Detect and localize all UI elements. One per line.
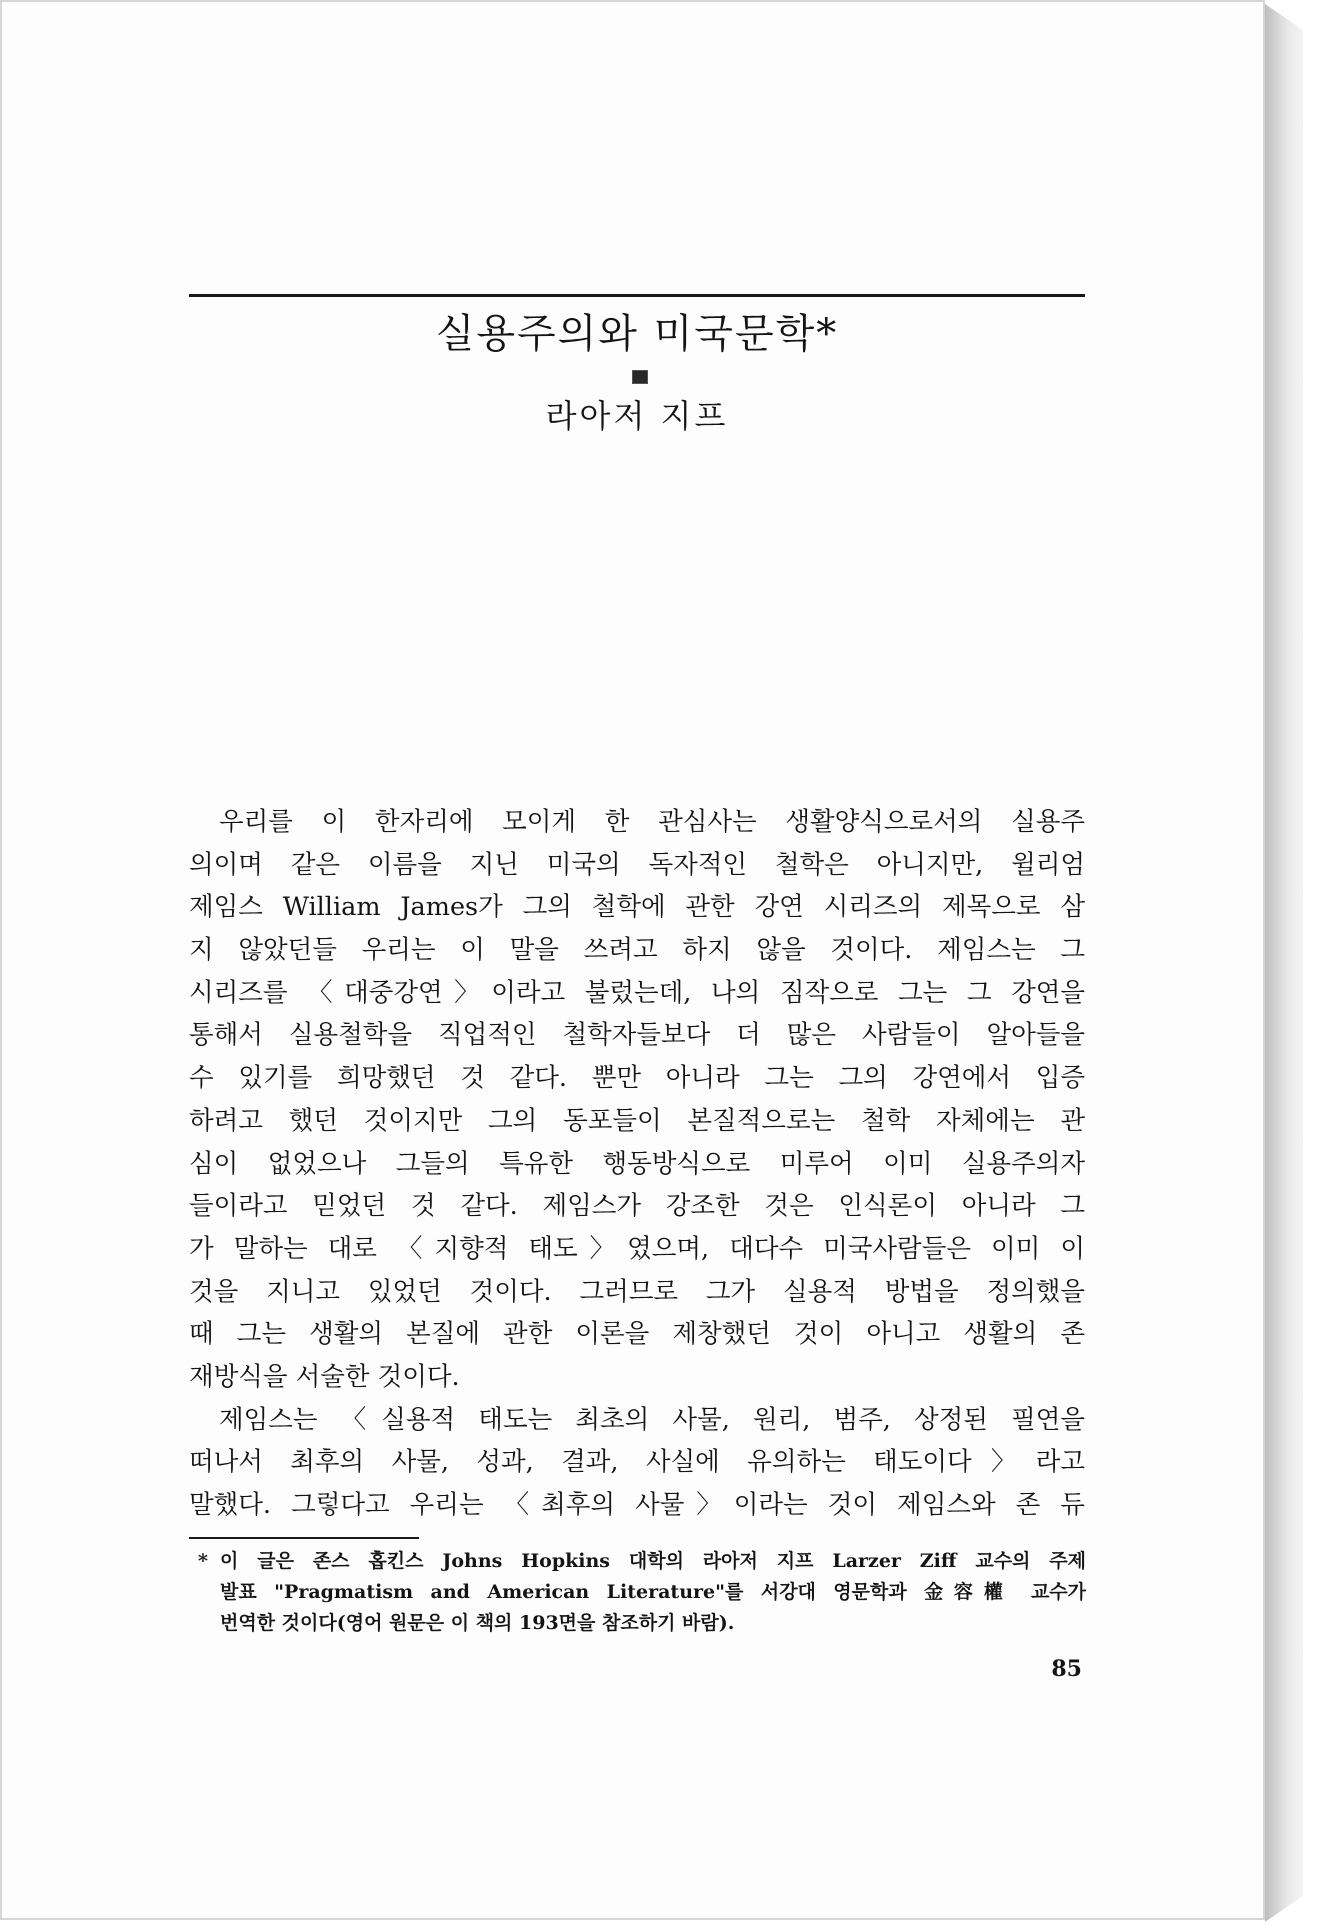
body-line: 들이라고 믿었던 것 같다. 제임스가 강조한 것은 인식론이 아니라 그 bbox=[189, 1191, 1085, 1222]
body-line: 가 말하는 대로 〈지향적 태도〉였으며, 대다수 미국사람들은 이미 이 bbox=[189, 1233, 1085, 1264]
body-line: 의이며 같은 이름을 지닌 미국의 독자적인 철학은 아니지만, 윌리엄 bbox=[189, 849, 1085, 880]
body-line: 재방식을 서술한 것이다. bbox=[189, 1361, 460, 1392]
page-stack-edge bbox=[1265, 4, 1303, 1922]
body-line: 하려고 했던 것이지만 그의 동포들이 본질적으로는 철학 자체에는 관 bbox=[189, 1105, 1085, 1136]
footnote-line: 발표 "Pragmatism and American Literature"를 서강대 영문학과 金容權 교수가 bbox=[220, 1581, 1086, 1603]
body-line: 우리를 이 한자리에 모이게 한 관심사는 생활양식으로서의 실용주 bbox=[219, 807, 1085, 837]
body-line: 말했다. 그렇다고 우리는 〈최후의 사물〉이라는 것이 제임스와 존 듀 bbox=[189, 1490, 1085, 1520]
footnote bbox=[198, 1546, 1086, 1639]
body-line: 수 있기를 희망했던 것 같다. 뿐만 아니라 그는 그의 강연에서 입증 bbox=[189, 1063, 1085, 1094]
footnote-mark: * bbox=[198, 1550, 208, 1572]
footnote-line: 이 글은 존스 홉킨스 Johns Hopkins 대학의 라아저 지프 Larzer Ziff 교수의 주제 bbox=[220, 1550, 1086, 1572]
footnote-line: 번역한 것이다(영어 원문은 이 책의 193면을 참조하기 바람). bbox=[220, 1612, 735, 1634]
body-line: 심이 없었으나 그들의 특유한 행동방식으로 미루어 이미 실용주의자 bbox=[189, 1148, 1085, 1179]
footnote-rule bbox=[189, 1537, 419, 1539]
body-line: 지 않았던들 우리는 이 말을 쓰려고 하지 않을 것이다. 제임스는 그 bbox=[189, 935, 1085, 966]
page-number: 85 bbox=[1051, 1656, 1082, 1682]
body-line: 떠나서 최후의 사물, 성과, 결과, 사실에 유의하는 태도이다〉라고 bbox=[189, 1447, 1085, 1478]
body-line: 제임스 William James가 그의 철학에 관한 강연 시리즈의 제목으로 삼 bbox=[189, 892, 1085, 923]
body-line: 통해서 실용철학을 직업적인 철학자들보다 더 많은 사람들이 알아들을 bbox=[189, 1020, 1085, 1051]
body-line: 것을 지니고 있었던 것이다. 그러므로 그가 실용적 방법을 정의했을 bbox=[189, 1276, 1085, 1307]
body-line: 제임스는 〈실용적 태도는 최초의 사물, 원리, 범주, 상정된 필연을 bbox=[219, 1404, 1085, 1435]
title-ornament bbox=[632, 370, 648, 384]
article-author: 라아저 지프 bbox=[545, 397, 729, 435]
body-line: 때 그는 생활의 본질에 관한 이론을 제창했던 것이 아니고 생활의 존 bbox=[189, 1319, 1085, 1350]
article-title: 실용주의와 미국문학* bbox=[435, 311, 839, 357]
body-text bbox=[189, 801, 1085, 1527]
body-line: 시리즈를 〈대중강연〉이라고 불렀는데, 나의 짐작으로 그는 그 강연을 bbox=[189, 977, 1085, 1008]
top-rule bbox=[189, 294, 1085, 297]
